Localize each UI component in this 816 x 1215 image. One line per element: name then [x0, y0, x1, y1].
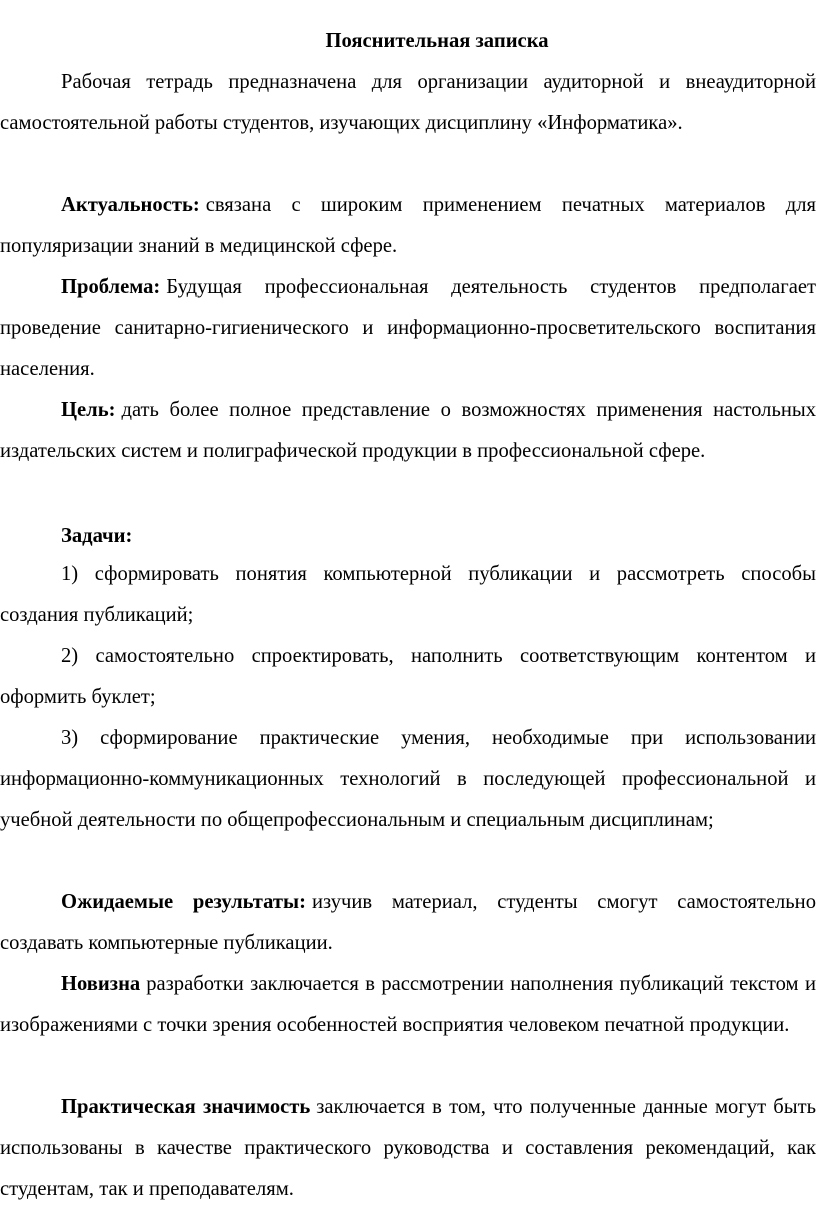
task-item: 2) самостоятельно спроектировать, наполнить соответствующим контентом и оформить буклет; [0, 645, 816, 708]
goal-paragraph [0, 390, 816, 472]
problem-label: Проблема: [61, 276, 161, 298]
relevance-text: связана с широким применением печатных материалов для популяризации знаний в медицинской сфере. [0, 194, 816, 257]
relevance-paragraph [0, 185, 816, 267]
document-title: Пояснительная записка [325, 30, 549, 52]
task-item: 1) сформировать понятия компьютерной публикации и рассмотреть способы создания публикаций; [0, 563, 816, 626]
expected-results-text: изучив материал, студенты смогут самостоятельно создавать компьютерные публикации. [0, 891, 816, 954]
expected-results-paragraph [0, 882, 816, 964]
novelty-paragraph [0, 964, 816, 1046]
practical-significance-text: заключается в том, что полученные данные могут быть использованы в качестве практического руководства и составления рекомендаций, как студентам, так и преподавателям. [0, 1096, 816, 1200]
goal-text: дать более полное представление о возможностях применения настольных издательских систем и полиграфической продукции в профессиональной сфере. [0, 399, 816, 462]
problem-paragraph [0, 267, 816, 390]
tasks-heading: Задачи: [61, 525, 133, 547]
novelty-label: Новизна [61, 973, 141, 995]
novelty-text: разработки заключается в рассмотрении наполнения публикаций текстом и изображениями с точки зрения особенностей восприятия человеком печатной продукции. [0, 973, 816, 1036]
practical-significance-label: Практическая значимость [61, 1096, 311, 1118]
intro-paragraph: Рабочая тетрадь предназначена для организации аудиторной и внеаудиторной самостоятельной работы студентов, изучающих дисциплину «Информатика». [0, 71, 816, 134]
task-item: 3) сформирование практические умения, необходимые при использовании информационно-коммуникационных технологий в последующей профессиональной и учебной деятельности по общепрофессиональным и специальным дисциплинам; [0, 727, 816, 831]
goal-label: Цель: [61, 399, 116, 421]
relevance-label: Актуальность: [61, 194, 200, 216]
expected-results-label: Ожидаемые результаты: [61, 891, 306, 913]
practical-significance-paragraph [0, 1087, 816, 1210]
problem-text: Будущая профессиональная деятельность студентов предполагает проведение санитарно-гигиенического и информационно-просветительского воспитания населения. [0, 276, 816, 380]
